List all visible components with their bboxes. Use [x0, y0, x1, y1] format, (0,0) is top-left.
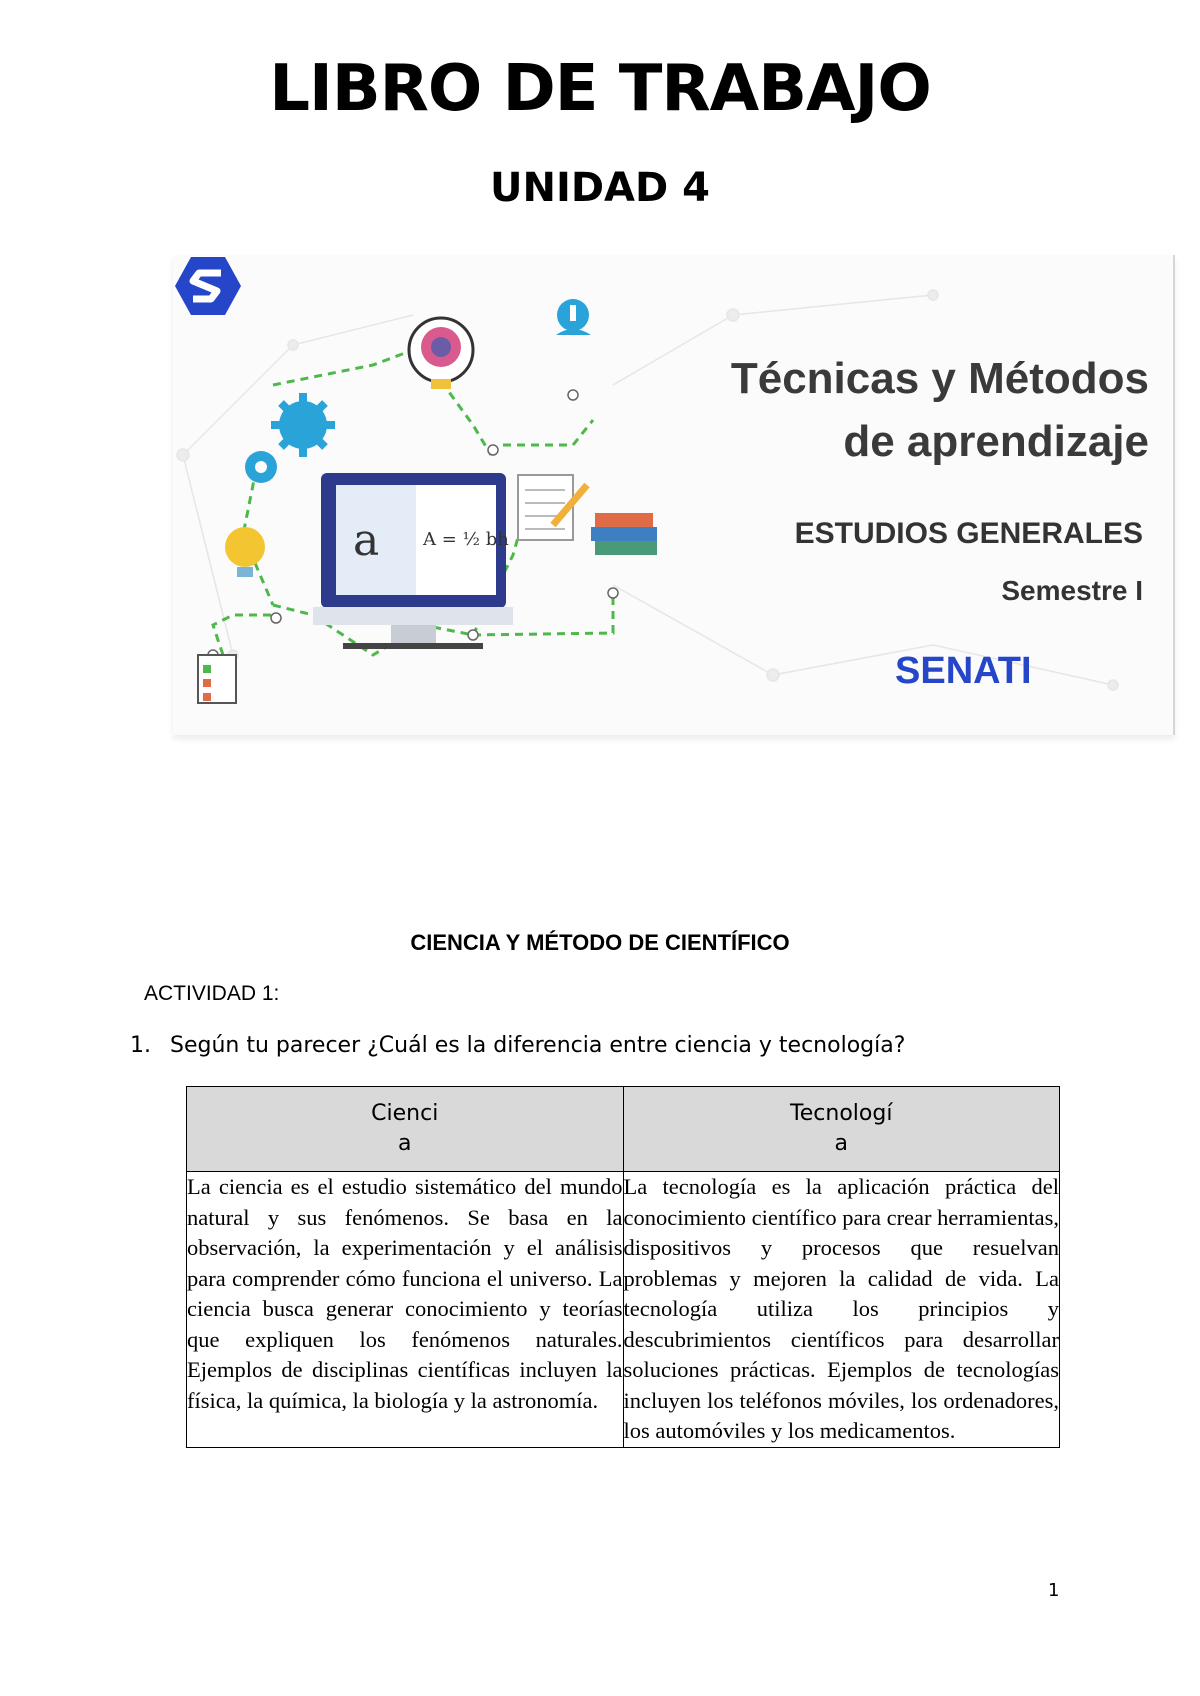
- comparison-table: [186, 1086, 1060, 1448]
- section-title: CIENCIA Y MÉTODO DE CIENTÍFICO: [410, 930, 790, 955]
- activity-label: ACTIVIDAD 1:: [144, 982, 280, 1005]
- senati-logo-icon: [173, 255, 243, 317]
- svg-text:A = ½ bh: A = ½ bh: [423, 529, 509, 550]
- question-1: [130, 1033, 905, 1058]
- page-number: 1: [1048, 1580, 1060, 1601]
- unit-subtitle: UNIDAD 4: [490, 165, 710, 211]
- question-text: Según tu parecer ¿Cuál es la diferencia entre ciencia y tecnología?: [170, 1033, 906, 1058]
- cover-banner: [173, 255, 1175, 735]
- header-ciencia: Cienci a: [187, 1087, 624, 1172]
- header-tecnologia: Tecnologí a: [623, 1087, 1060, 1172]
- cover-title: Técnicas y Métodos de aprendizaje: [730, 354, 1149, 466]
- cover-program: ESTUDIOS GENERALES: [794, 517, 1143, 550]
- question-number: 1.: [130, 1033, 151, 1058]
- page-title: LIBRO DE TRABAJO: [269, 52, 931, 126]
- brand-name: SENATI: [895, 650, 1032, 692]
- svg-text:a: a: [353, 515, 380, 566]
- cell-ciencia: La ciencia es el estudio sistemático del mundo natural y sus fenómenos. Se basa en la observación, la experimentación y el análisis para comprender cómo funciona el universo. La ciencia busca generar conocimiento y teorías que expliquen los fenómenos naturales. Ejemplos de disciplinas científicas incluyen la física, la química, la biología y la astronomía.: [187, 1172, 624, 1448]
- cover-semester: Semestre I: [1001, 575, 1143, 606]
- cell-tecnologia: La tecnología es la aplicación práctica del conocimiento científico para crear herramientas, dispositivos y procesos que resuelvan problemas y mejoren la calidad de vida. La tecnología utiliza los principios y descubrimientos científicos para desarrollar soluciones prácticas. Ejemplos de tecnologías incluyen los teléfonos móviles, los ordenadores, los automóviles y los medicamentos.: [623, 1172, 1060, 1448]
